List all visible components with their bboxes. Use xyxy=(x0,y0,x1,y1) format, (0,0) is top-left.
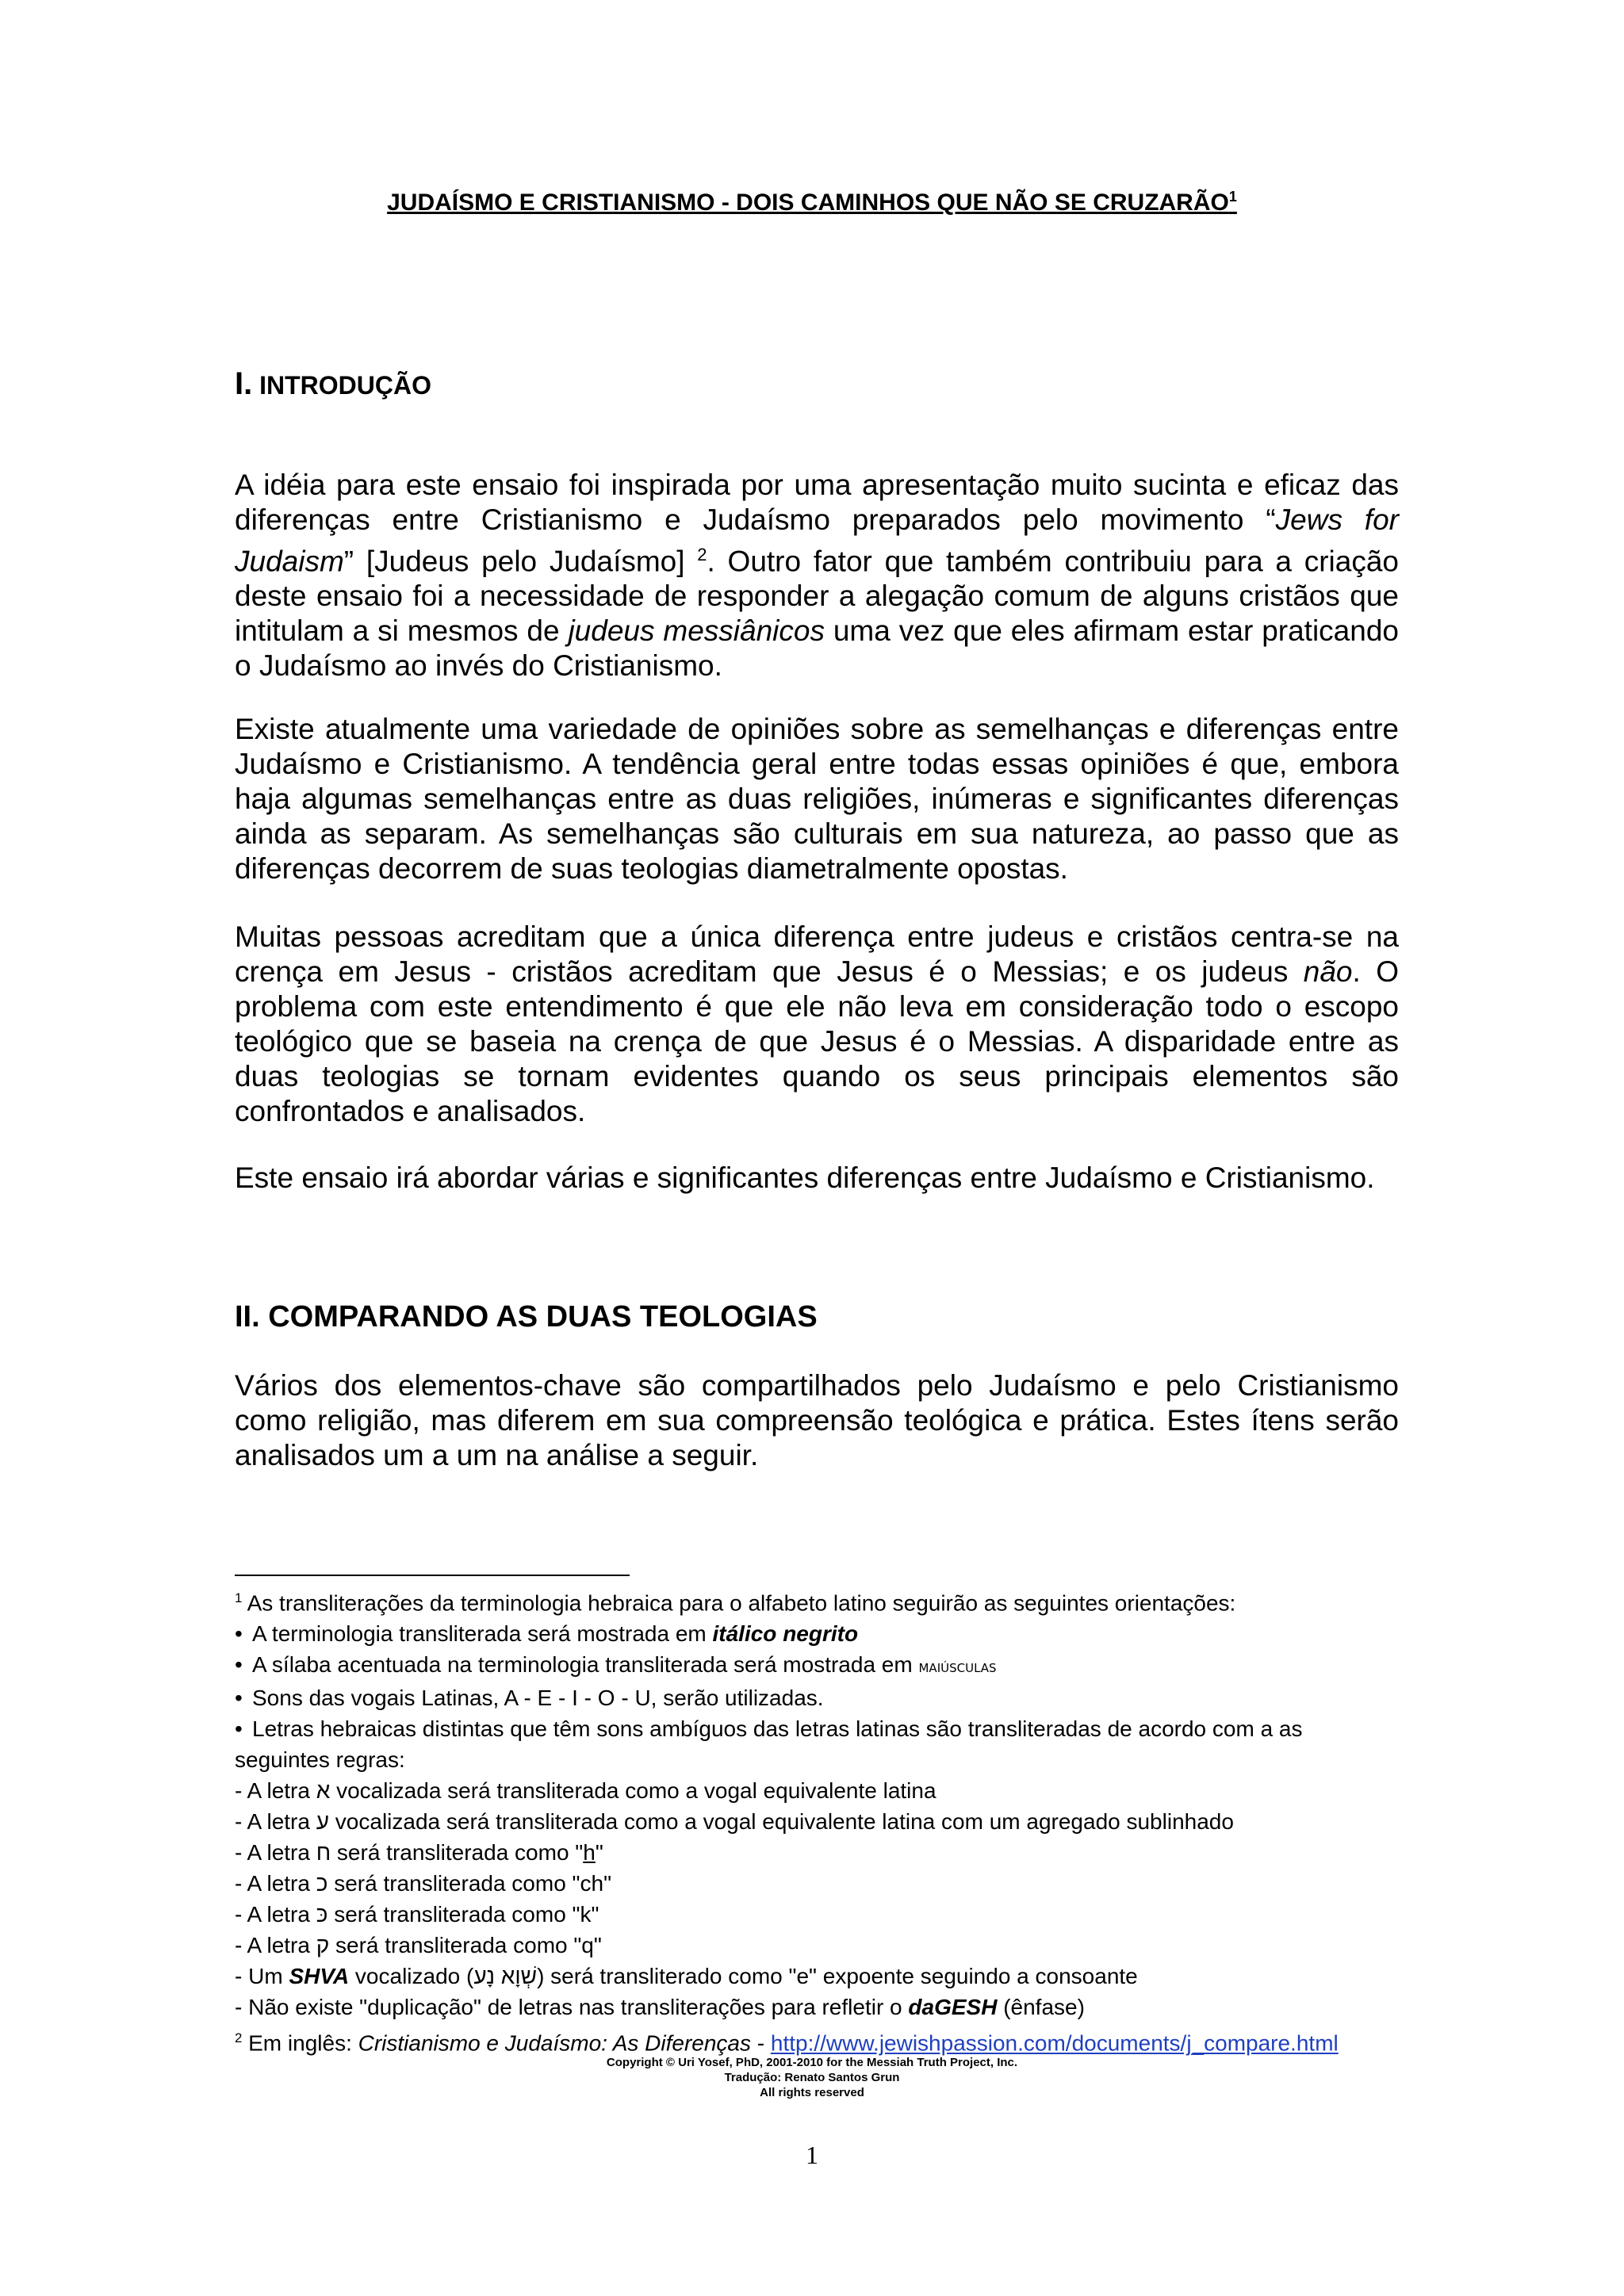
paragraph-1 xyxy=(235,468,1399,683)
underlined-run: h xyxy=(583,1840,596,1866)
footnote-rule-1: - A letra א vocalizada será transliterada como a vogal equivalente latina xyxy=(235,1778,936,1804)
text-run: uma vez que eles afirmam estar praticando o Judaísmo ao invés do Cristianismo. xyxy=(235,614,1399,683)
footnote-ref-1[interactable]: 1 xyxy=(1228,189,1237,205)
footnote-text: Sons das vogais Latinas, A - E - I - O - U, serão utilizadas. xyxy=(252,1686,824,1711)
footnote-number: 2 xyxy=(235,2030,243,2046)
footnote-bullet-1 xyxy=(235,1618,1400,1649)
footnote-link[interactable]: http://www.jewishpassion.com/documents/j_compare.html xyxy=(770,2030,1339,2056)
footnote-text: Em inglês: xyxy=(248,2030,358,2056)
footnote-rule-3 xyxy=(235,1837,1400,1868)
text-run: . O problema com este entendimento é que ele não leva em consideração todo o escopo teológico que se baseia na crença de que Jesus é o Messias. A disparidade entre as duas teologias se tornam evidentes quando os seus principais elementos são confrontados e analisados. xyxy=(235,955,1400,1127)
bullet-icon: • xyxy=(235,1652,243,1678)
document-title xyxy=(0,189,1624,216)
footnote-ref-2[interactable]: 2 xyxy=(697,545,707,564)
footnote-rule-7 xyxy=(235,1961,1400,1992)
bold-italic-run: itálico negrito xyxy=(712,1621,859,1647)
bullet-icon: • xyxy=(235,1716,243,1742)
italic-run: Jews for Judaism xyxy=(235,503,1399,578)
footnote-text: (ênfase) xyxy=(997,1995,1085,2020)
footnote-text: A sílaba acentuada na terminologia transliterada será mostrada em xyxy=(252,1652,919,1678)
footnote-rule-2: - A letra ע vocalizada será transliterada como a vogal equivalente latina com um agregado sublinhado xyxy=(235,1809,1234,1835)
paragraph-3 xyxy=(235,920,1399,1129)
bullet-icon: • xyxy=(235,1621,243,1647)
smallcaps-run: maiúsculas xyxy=(918,1657,997,1678)
footnote-rule-8 xyxy=(235,1992,1400,2022)
page-number: 1 xyxy=(806,2141,818,2169)
paragraph-5: Vários dos elementos-chave são compartilhados pelo Judaísmo e pelo Cristianismo como religião, mas diferem em sua compreensão teológica e prática. Estes ítens serão analisados um a um na análise a seguir. xyxy=(235,1369,1399,1471)
text-run: ” [Judeus pelo Judaísmo] xyxy=(343,545,698,578)
footnote-bullet-3 xyxy=(235,1682,1400,1713)
text-run: A idéia para este ensaio foi inspirada por uma apresentação muito sucinta e eficaz das diferenças entre Cristianismo e Judaísmo preparados pelo movimento “ xyxy=(235,469,1399,536)
footnote-rule-4: - A letra כ será transliterada como "ch" xyxy=(235,1871,612,1896)
bullet-icon: • xyxy=(235,1686,243,1711)
italic-run: não xyxy=(1303,955,1353,988)
section-numeral: I. xyxy=(235,366,253,401)
footnote-bullet-4 xyxy=(235,1713,1400,1775)
footnote-bullet-2 xyxy=(235,1649,1400,1682)
footnotes xyxy=(235,1582,1400,2059)
italic-run: judeus messiânicos xyxy=(568,614,825,648)
footnote-1-intro xyxy=(235,1582,1400,1618)
footnote-2 xyxy=(235,2022,1400,2058)
section-heading-text: INTRODUÇÃO xyxy=(259,371,431,400)
section-heading-introducao xyxy=(235,366,431,402)
footnote-rule-5: - A letra כּ será transliterada como "k" xyxy=(235,1902,599,1927)
rights-line: All rights reserved xyxy=(760,2086,864,2099)
footnote-text: - A letra ח será transliterada como " xyxy=(235,1840,584,1866)
copyright-line: Copyright © Uri Yosef, PhD, 2001-2010 for the Messiah Truth Project, Inc. xyxy=(606,2056,1018,2069)
footnote-text: - xyxy=(750,2030,771,2056)
footnote-rule-6: - A letra ק será transliterada como "q" xyxy=(235,1933,602,1958)
text-run: Muitas pessoas acreditam que a única diferença entre judeus e cristãos centra-se na crença em Jesus - cristãos acreditam que Jesus é o Messias; e os judeus xyxy=(235,920,1399,988)
footnote-separator xyxy=(235,1575,630,1576)
footnote-text: A terminologia transliterada será mostrada em xyxy=(252,1621,713,1647)
bold-italic-run: daGESH xyxy=(908,1995,998,2020)
footnote-text: " xyxy=(595,1840,603,1866)
italic-run: Cristianismo e Judaísmo: As Diferenças xyxy=(358,2030,751,2056)
section-heading-comparando: II. COMPARANDO AS DUAS TEOLOGIAS xyxy=(235,1300,818,1334)
footnote-text: - Não existe "duplicação" de letras nas transliterações para refletir o xyxy=(235,1995,909,2020)
footnote-text: Letras hebraicas distintas que têm sons ambíguos das letras latinas são transliteradas de acordo com a as seguintes regras: xyxy=(235,1716,1303,1773)
footnote-text: vocalizado (שְׁוָא נָע) será transliterado como "e" expoente seguindo a consoante xyxy=(349,1964,1138,1989)
paragraph-4: Este ensaio irá abordar várias e significantes diferenças entre Judaísmo e Cristianismo. xyxy=(235,1161,1375,1194)
footnote-text: - Um xyxy=(235,1964,289,1989)
copyright-block xyxy=(0,2055,1624,2100)
paragraph-2: Existe atualmente uma variedade de opiniões sobre as semelhanças e diferenças entre Judaísmo e Cristianismo. A tendência geral entre todas essas opiniões é que, embora haja algumas semelhanças entre as duas religiões, inúmeras e significantes diferenças ainda as separam. As semelhanças são culturais em sua natureza, ao passo que as diferenças decorrem de suas teologias diametralmente opostas. xyxy=(235,713,1399,885)
title-text: JUDAÍSMO E CRISTIANISMO - DOIS CAMINHOS QUE NÃO SE CRUZARÃO xyxy=(387,189,1229,216)
footnote-text: As transliterações da terminologia hebraica para o alfabeto latino seguirão as seguintes orientações: xyxy=(247,1590,1236,1616)
translator-line: Tradução: Renato Santos Grun xyxy=(724,2071,900,2084)
text-run: . Outro fator que também contribuiu para a criação deste ensaio foi a necessidade de responder a alegação comum de alguns cristãos que intitulam a si mesmos de xyxy=(235,545,1399,648)
footnote-number: 1 xyxy=(235,1590,243,1605)
bold-italic-run: SHVA xyxy=(289,1964,350,1989)
